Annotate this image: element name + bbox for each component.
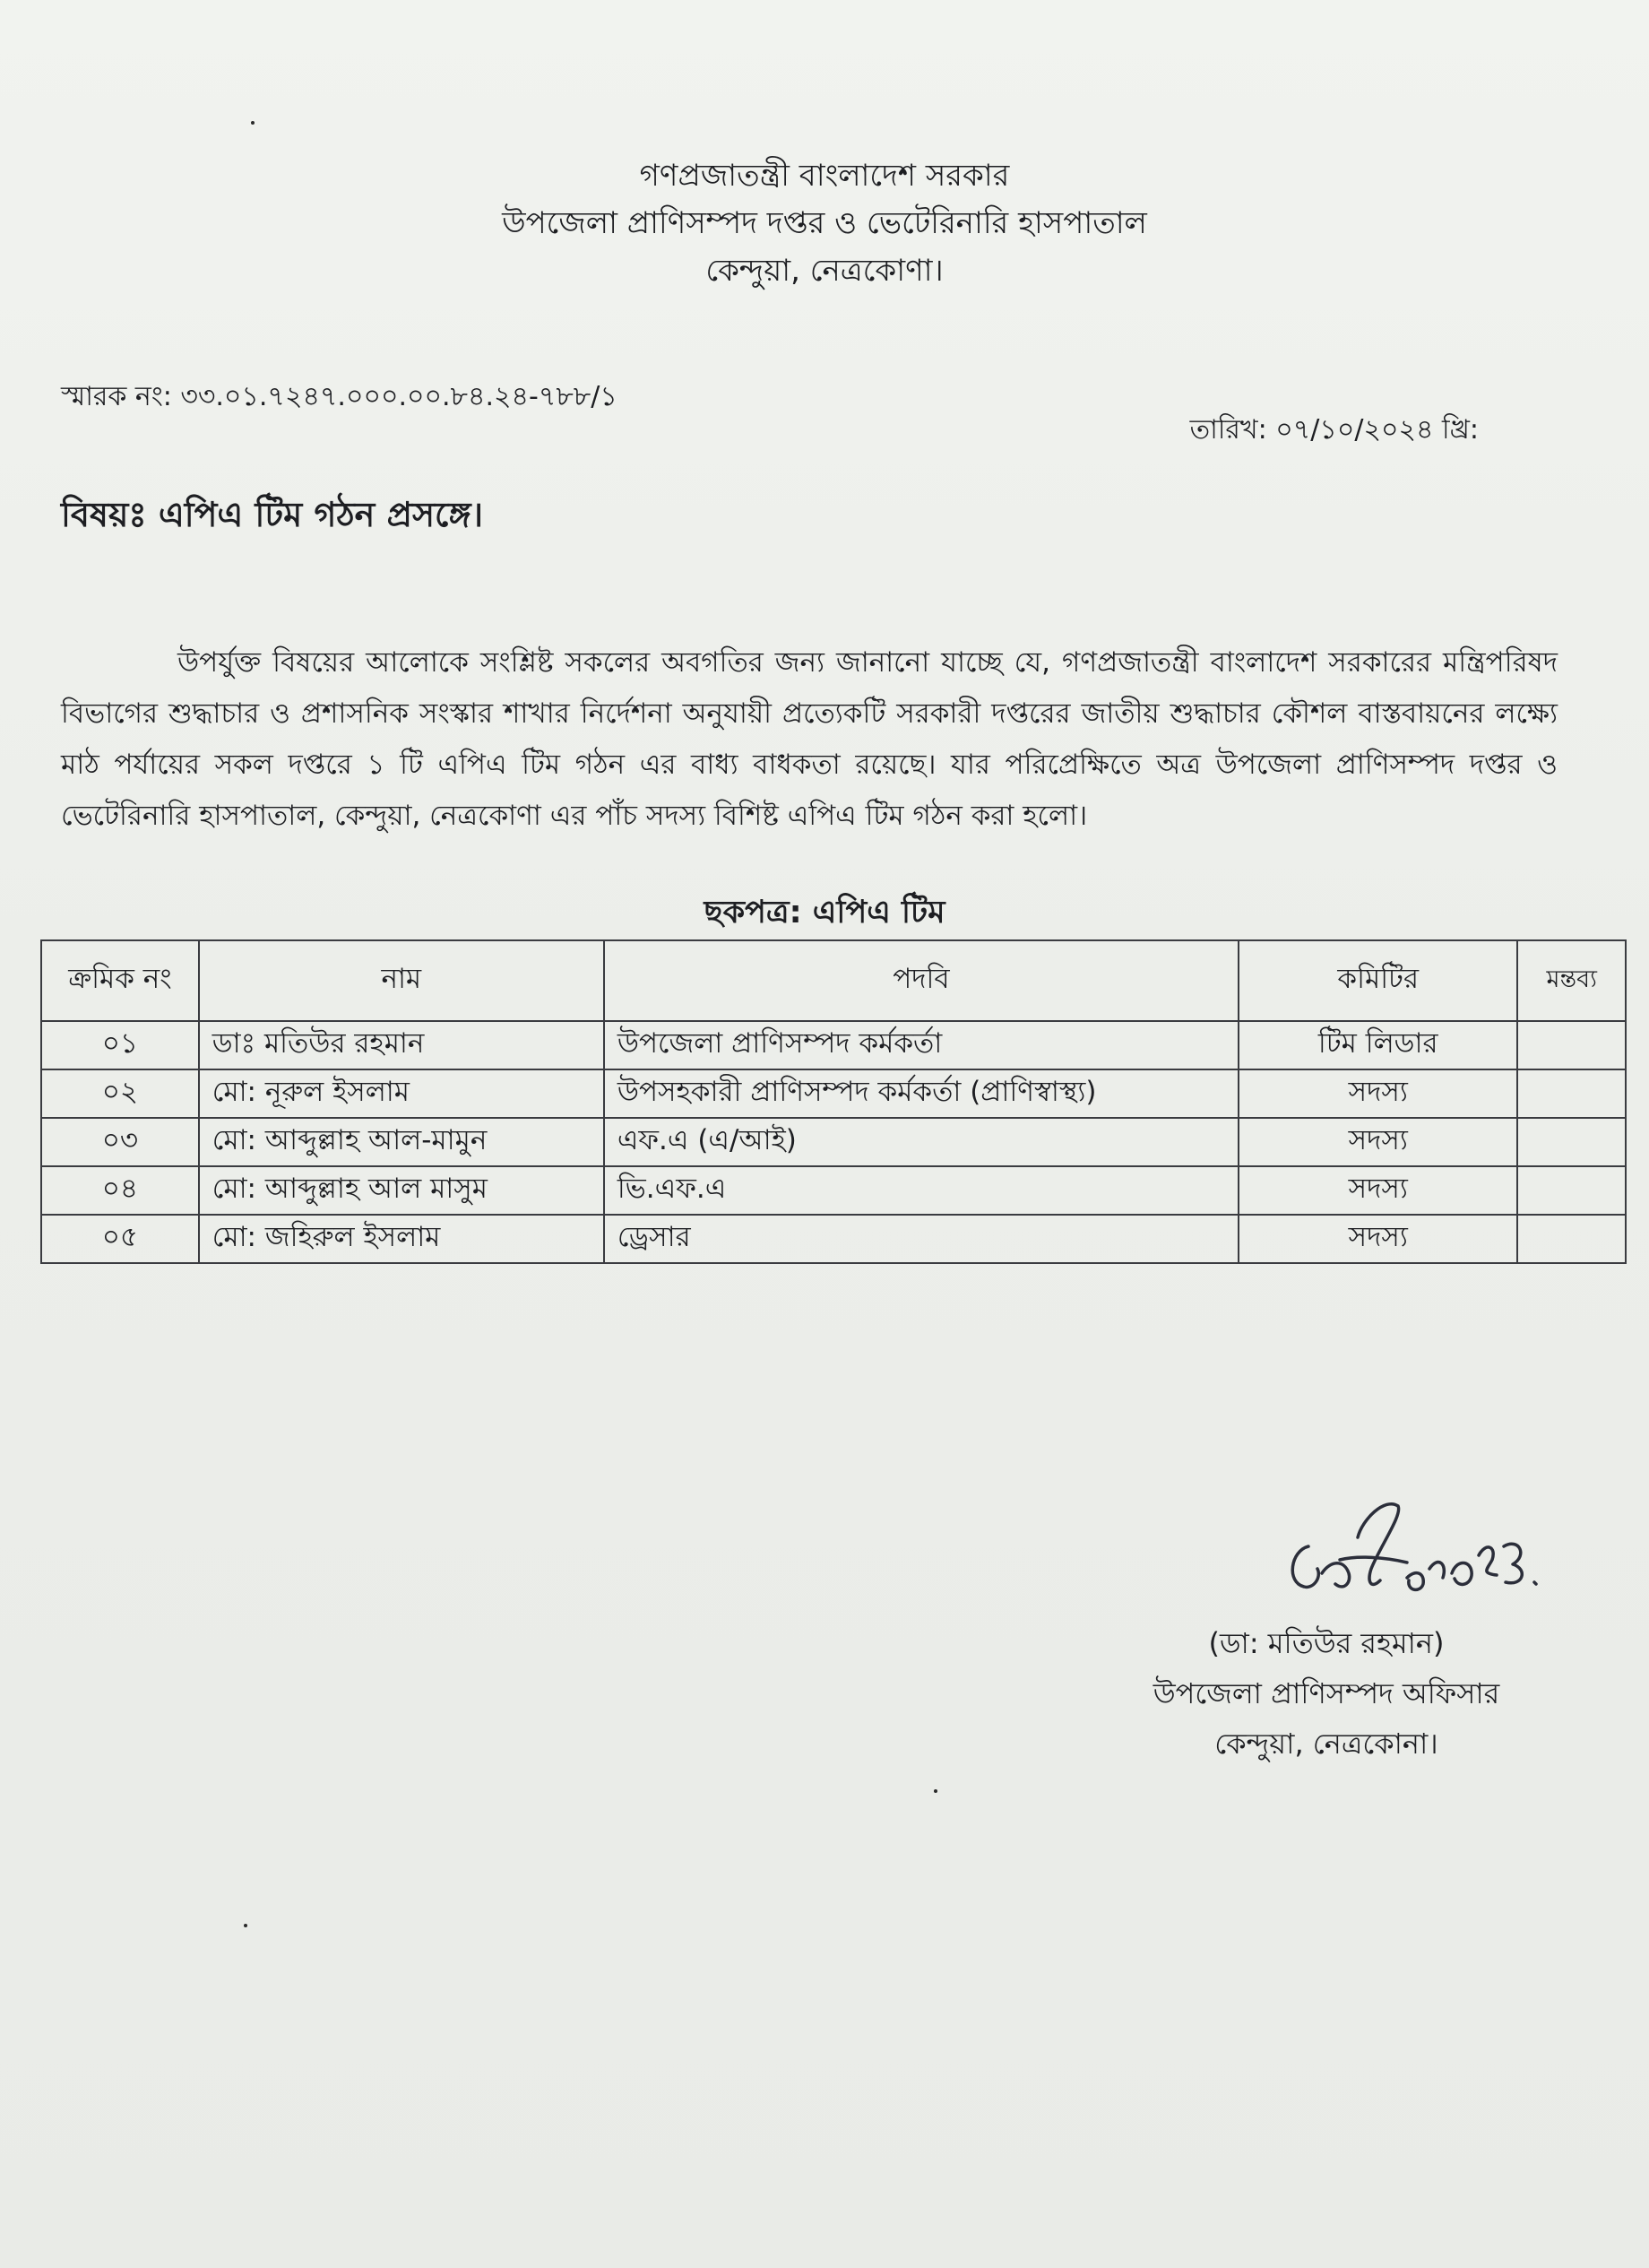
cell-committee: সদস্য	[1239, 1069, 1517, 1118]
signatory-name: (ডা: মতিউর রহমান)	[1208, 1626, 1445, 1660]
cell-name: মো: আব্দুল্লাহ আল-মামুন	[199, 1118, 604, 1166]
body-paragraph: উপর্যুক্ত বিষয়ের আলোকে সংশ্লিষ্ট সকলের অবগতির জন্য জানানো যাচ্ছে যে, গণপ্রজাতন্ত্রী বাংলাদেশ সরকারের মন্ত্রিপরিষদ বিভাগের শুদ্ধাচার ও প্রশাসনিক সংস্কার শাখার নির্দেশনা অনুযায়ী প্রত্যেকটি সরকারী দপ্তরের জাতীয় শুদ্ধাচার কৌশল বাস্তবায়নের লক্ষ্যে মাঠ পর্যায়ের সকল দপ্তরে ১ টি এপিএ টিম গঠন এর বাধ্য বাধকতা রয়েছে। যার পরিপ্রেক্ষিতে অত্র উপজেলা প্রাণিসম্পদ দপ্তর ও ভেটেরিনারি হাসপাতাল, কেন্দুয়া, নেত্রকোণা এর পাঁচ সদস্য বিশিষ্ট এপিএ টিম গঠন করা হলো।	[61, 646, 1558, 832]
paper-speck	[244, 1924, 247, 1927]
cell-designation: উপজেলা প্রাণিসম্পদ কর্মকর্তা	[604, 1021, 1239, 1069]
table-row	[41, 1215, 1626, 1263]
letterhead-line-government: গণপ্রজাতন্ত্রী বাংলাদেশ সরকার	[639, 158, 1010, 194]
handwritten-signature	[1273, 1484, 1541, 1609]
cell-name: মো: জহিরুল ইসলাম	[199, 1215, 604, 1263]
cell-serial: ০২	[41, 1069, 199, 1118]
signatory-title: উপজেলা প্রাণিসম্পদ অফিসার	[1153, 1676, 1500, 1710]
cell-designation: ভি.এফ.এ	[604, 1166, 1239, 1215]
cell-committee: সদস্য	[1239, 1118, 1517, 1166]
header-designation: পদবি	[604, 940, 1239, 1021]
table-title: ছকপত্র: এপিএ টিম	[704, 895, 945, 931]
paper-speck	[934, 1789, 937, 1793]
table-row	[41, 1166, 1626, 1215]
letterhead-line-location: কেন্দুয়া, নেত্রকোণা।	[705, 253, 944, 289]
cell-committee: সদস্য	[1239, 1166, 1517, 1215]
letterhead-line-office: উপজেলা প্রাণিসম্পদ দপ্তর ও ভেটেরিনারি হাসপাতাল	[502, 205, 1147, 241]
table-row	[41, 1021, 1626, 1069]
memo-number: স্মারক নং: ৩৩.০১.৭২৪৭.০০০.০০.৮৪.২৪-৭৮৮/১	[61, 381, 617, 412]
header-remarks: মন্তব্য	[1517, 940, 1626, 1021]
cell-serial: ০১	[41, 1021, 199, 1069]
cell-remarks	[1517, 1215, 1626, 1263]
cell-serial: ০৫	[41, 1215, 199, 1263]
signatory-location: কেন্দুয়া, নেত্রকোনা।	[1214, 1727, 1438, 1761]
table-row	[41, 1069, 1626, 1118]
cell-name: মো: আব্দুল্লাহ আল মাসুম	[199, 1166, 604, 1215]
cell-name: ডাঃ মতিউর রহমান	[199, 1021, 604, 1069]
paper-speck	[251, 121, 255, 125]
subject-line: বিষয়ঃ এপিএ টিম গঠন প্রসঙ্গে।	[61, 495, 484, 534]
cell-designation: এফ.এ (এ/আই)	[604, 1118, 1239, 1166]
apa-team-table	[40, 939, 1627, 1264]
cell-remarks	[1517, 1118, 1626, 1166]
cell-committee: সদস্য	[1239, 1215, 1517, 1263]
cell-remarks	[1517, 1069, 1626, 1118]
cell-designation: উপসহকারী প্রাণিসম্পদ কর্মকর্তা (প্রাণিস্বাস্থ্য)	[604, 1069, 1239, 1118]
header-committee: কমিটির	[1239, 940, 1517, 1021]
header-name: নাম	[199, 940, 604, 1021]
cell-serial: ০৪	[41, 1166, 199, 1215]
cell-serial: ০৩	[41, 1118, 199, 1166]
memo-date: তারিখ: ০৭/১০/২০২৪ খ্রি:	[1189, 414, 1479, 446]
cell-name: মো: নূরুল ইসলাম	[199, 1069, 604, 1118]
cell-committee: টিম লিডার	[1239, 1021, 1517, 1069]
signatory-block	[1058, 1618, 1595, 1769]
cell-designation: ড্রেসার	[604, 1215, 1239, 1263]
cell-remarks	[1517, 1166, 1626, 1215]
table-header-row	[41, 940, 1626, 1021]
table-row	[41, 1118, 1626, 1166]
cell-remarks	[1517, 1021, 1626, 1069]
letterhead	[0, 152, 1649, 295]
header-serial: ক্রমিক নং	[41, 940, 199, 1021]
